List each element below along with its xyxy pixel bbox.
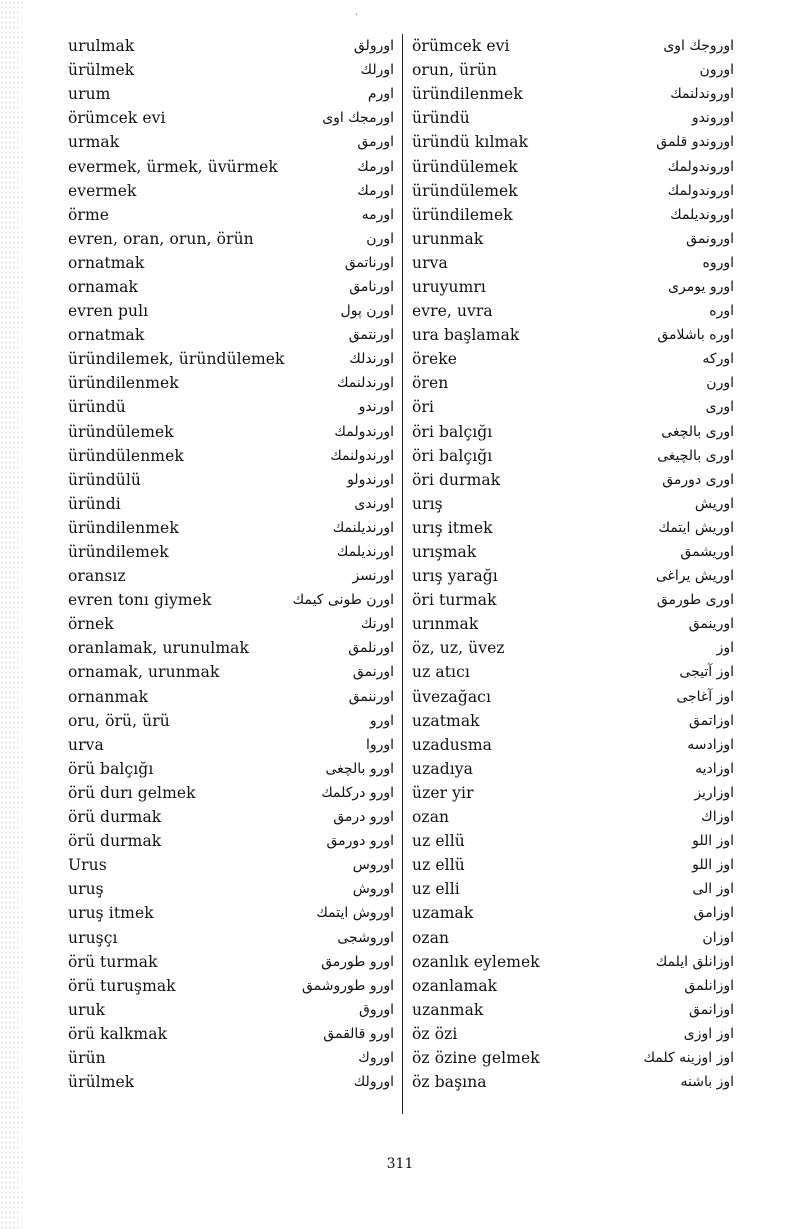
dictionary-entry xyxy=(412,612,734,636)
dictionary-entry xyxy=(68,106,394,130)
entry-term: öri durmak xyxy=(412,470,501,489)
entry-ottoman-script: اورى دورمق xyxy=(662,471,734,488)
dictionary-entry xyxy=(412,371,734,395)
dictionary-entry xyxy=(412,853,734,877)
entry-ottoman-script: اوز اوزى xyxy=(683,1025,734,1042)
dictionary-entry xyxy=(412,420,734,444)
dictionary-entry xyxy=(68,444,394,468)
entry-term: örü balçığı xyxy=(68,759,154,778)
right-column xyxy=(412,34,734,1094)
entry-term: ürün xyxy=(68,1048,106,1067)
dictionary-entry xyxy=(412,1022,734,1046)
entry-ottoman-script: اوروندولمك xyxy=(667,158,734,175)
entry-ottoman-script: اوز اللو xyxy=(692,857,734,874)
dictionary-entry xyxy=(412,323,734,347)
entry-ottoman-script: اورنديلنمك xyxy=(332,519,394,536)
dictionary-entry xyxy=(412,757,734,781)
entry-term: uzatmak xyxy=(412,711,480,730)
dictionary-entry xyxy=(68,347,394,371)
entry-term: üründü kılmak xyxy=(412,133,529,152)
dictionary-entry xyxy=(412,227,734,251)
entry-ottoman-script: اوروش ايتمك xyxy=(316,905,394,922)
entry-term: oransız xyxy=(68,567,126,586)
entry-ottoman-script: اورى xyxy=(705,399,734,416)
entry-ottoman-script: اوريش يراغى xyxy=(655,568,734,585)
dictionary-entry xyxy=(68,829,394,853)
entry-ottoman-script: اورن طونى كيمك xyxy=(292,592,394,609)
entry-ottoman-script: اورنديلمك xyxy=(336,544,394,561)
dictionary-entry xyxy=(412,444,734,468)
entry-ottoman-script: اورنلمق xyxy=(348,640,394,657)
dictionary-entry xyxy=(412,540,734,564)
entry-term: ornamak xyxy=(68,277,138,296)
entry-ottoman-script: اوزانلق ايلمك xyxy=(655,953,734,970)
dictionary-entry xyxy=(68,251,394,275)
entry-term: uz elli xyxy=(412,880,460,899)
entry-ottoman-script: اورى بالچغى xyxy=(661,423,734,440)
entry-term: urış itmek xyxy=(412,518,493,537)
entry-term: oranlamak, urunulmak xyxy=(68,639,249,658)
dictionary-entry xyxy=(68,34,394,58)
dictionary-entry xyxy=(68,323,394,347)
entry-ottoman-script: اوزامق xyxy=(693,905,734,922)
entry-term: uzanmak xyxy=(412,1000,484,1019)
entry-term: örme xyxy=(68,205,110,224)
entry-term: ürülmek xyxy=(68,61,135,80)
entry-ottoman-script: اورونديلمك xyxy=(670,206,734,223)
entry-ottoman-script: اوزاتمق xyxy=(689,712,734,729)
entry-ottoman-script: اورو بالچغى xyxy=(325,760,394,777)
entry-ottoman-script: اوريش xyxy=(694,495,734,512)
dictionary-entry xyxy=(68,420,394,444)
dictionary-entry xyxy=(68,998,394,1022)
entry-term: urış xyxy=(412,494,443,513)
dictionary-entry xyxy=(68,781,394,805)
entry-ottoman-script: اورو طورمق xyxy=(321,953,394,970)
dictionary-entry xyxy=(68,203,394,227)
entry-ottoman-script: اوروش xyxy=(352,881,394,898)
entry-ottoman-script: اوزاك xyxy=(701,809,734,826)
dictionary-entry xyxy=(412,395,734,419)
entry-term: ornanmak xyxy=(68,687,149,706)
dictionary-entry xyxy=(68,516,394,540)
entry-term: urmak xyxy=(68,133,120,152)
entry-term: üvezağacı xyxy=(412,687,492,706)
dictionary-entry xyxy=(68,540,394,564)
dictionary-entry xyxy=(68,492,394,516)
dictionary-entry xyxy=(68,853,394,877)
entry-term: öri xyxy=(412,398,434,417)
entry-term: urunmak xyxy=(412,229,484,248)
entry-ottoman-script: اورنك xyxy=(360,616,394,633)
entry-term: üründilemek, üründülemek xyxy=(68,350,285,369)
entry-term: uzadusma xyxy=(412,735,492,754)
entry-ottoman-script: اورو دركلمك xyxy=(321,784,394,801)
entry-ottoman-script: اوروندو xyxy=(691,110,734,127)
entry-ottoman-script: اورمك xyxy=(357,158,394,175)
entry-ottoman-script: اوزاديه xyxy=(695,760,734,777)
dictionary-entry xyxy=(412,34,734,58)
dictionary-entry xyxy=(68,1046,394,1070)
entry-term: üründü xyxy=(412,109,470,128)
entry-term: öri balçığı xyxy=(412,422,493,441)
entry-term: öz, uz, üvez xyxy=(412,639,505,658)
dictionary-entry xyxy=(68,275,394,299)
entry-ottoman-script: اورن xyxy=(706,375,734,392)
entry-term: ören xyxy=(412,374,449,393)
dictionary-entry xyxy=(412,58,734,82)
entry-ottoman-script: اوزاريز xyxy=(694,784,734,801)
entry-term: üründilemek xyxy=(412,205,513,224)
entry-term: ornamak, urunmak xyxy=(68,663,220,682)
entry-ottoman-script: اورونمق xyxy=(686,230,734,247)
entry-ottoman-script: اورن xyxy=(366,230,394,247)
entry-ottoman-script: اوره باشلامق xyxy=(657,327,734,344)
dictionary-entry xyxy=(412,347,734,371)
dictionary-entry xyxy=(412,106,734,130)
entry-ottoman-script: اوزان xyxy=(702,929,734,946)
dictionary-entry xyxy=(412,492,734,516)
entry-ottoman-script: اورن پول xyxy=(340,303,394,320)
entry-term: üründilemek xyxy=(68,543,169,562)
dictionary-entry xyxy=(68,901,394,925)
entry-ottoman-script: اورمق xyxy=(357,134,394,151)
entry-ottoman-script: اوز اوزينه كلمك xyxy=(643,1049,734,1066)
entry-term: örü turuşmak xyxy=(68,976,176,995)
entry-term: evre, uvra xyxy=(412,302,493,321)
entry-ottoman-script: اوره xyxy=(709,303,734,320)
entry-term: üründülemek xyxy=(68,422,174,441)
entry-term: urva xyxy=(68,735,104,754)
entry-ottoman-script: اورمجك اوى xyxy=(322,110,394,127)
dictionary-entry xyxy=(68,227,394,251)
dictionary-entry xyxy=(68,468,394,492)
dictionary-entry xyxy=(412,1070,734,1094)
entry-ottoman-script: اورمه xyxy=(361,206,394,223)
entry-term: üründülenmek xyxy=(68,446,184,465)
entry-ottoman-script: اورنتمق xyxy=(348,327,394,344)
dictionary-entry xyxy=(68,179,394,203)
entry-term: üründilenmek xyxy=(68,518,179,537)
entry-term: öreke xyxy=(412,350,457,369)
entry-term: oru, örü, ürü xyxy=(68,711,170,730)
entry-ottoman-script: اورنامق xyxy=(349,278,394,295)
column-divider xyxy=(402,34,403,1114)
entry-term: üründilenmek xyxy=(412,85,523,104)
entry-ottoman-script: اوز آغاجى xyxy=(676,688,734,705)
entry-ottoman-script: اورندى xyxy=(354,495,394,512)
left-column xyxy=(68,34,394,1094)
dictionary-entry xyxy=(412,829,734,853)
entry-ottoman-script: اورندولو xyxy=(347,471,394,488)
dictionary-entry xyxy=(412,974,734,998)
entry-ottoman-script: اوروس xyxy=(352,857,394,874)
entry-term: uruş itmek xyxy=(68,904,154,923)
entry-ottoman-script: اورندولمك xyxy=(334,423,394,440)
dictionary-entry xyxy=(412,877,734,901)
entry-term: üründülü xyxy=(68,470,142,489)
dictionary-entry xyxy=(412,1046,734,1070)
entry-term: üründü xyxy=(68,398,126,417)
entry-ottoman-script: اورى بالچيغى xyxy=(657,447,734,464)
entry-ottoman-script: اورناتمق xyxy=(344,254,394,271)
entry-ottoman-script: اورو دورمق xyxy=(326,833,394,850)
dictionary-entry xyxy=(68,950,394,974)
entry-term: uruk xyxy=(68,1000,106,1019)
dictionary-entry xyxy=(412,516,734,540)
entry-ottoman-script: اوز xyxy=(716,640,734,657)
entry-ottoman-script: اورلك xyxy=(360,62,394,79)
entry-ottoman-script: اورم xyxy=(367,86,394,103)
dictionary-entry xyxy=(412,468,734,492)
dictionary-entry xyxy=(412,636,734,660)
entry-term: urış yarağı xyxy=(412,567,498,586)
entry-ottoman-script: اورندلنمك xyxy=(336,375,394,392)
entry-term: üründi xyxy=(68,494,121,513)
entry-term: öri turmak xyxy=(412,591,497,610)
dictionary-entry xyxy=(412,588,734,612)
entry-ottoman-script: اوريش ايتمك xyxy=(658,519,734,536)
entry-term: urınmak xyxy=(412,615,479,634)
dictionary-entry xyxy=(412,203,734,227)
entry-term: örü durı gelmek xyxy=(68,783,196,802)
top-mark: · xyxy=(355,10,359,21)
entry-term: üründilenmek xyxy=(68,374,179,393)
dictionary-entry xyxy=(68,588,394,612)
dictionary-entry xyxy=(68,82,394,106)
dictionary-entry xyxy=(412,781,734,805)
dictionary-entry xyxy=(412,179,734,203)
entry-ottoman-script: اوروق xyxy=(358,1001,394,1018)
entry-term: örü turmak xyxy=(68,952,158,971)
entry-ottoman-script: اوروجك اوى xyxy=(663,38,734,55)
entry-term: evermek, ürmek, üvürmek xyxy=(68,157,278,176)
page-edge-speckle xyxy=(0,0,22,1229)
entry-term: örü kalkmak xyxy=(68,1024,168,1043)
dictionary-entry xyxy=(412,998,734,1022)
dictionary-entry xyxy=(68,805,394,829)
entry-term: ornatmak xyxy=(68,253,145,272)
entry-ottoman-script: اورندو xyxy=(358,399,394,416)
entry-term: uruşçı xyxy=(68,928,118,947)
entry-term: ozan xyxy=(412,808,450,827)
dictionary-entry xyxy=(412,275,734,299)
dictionary-entry xyxy=(68,612,394,636)
entry-ottoman-script: اورينمق xyxy=(688,616,734,633)
dictionary-entry xyxy=(68,154,394,178)
dictionary-entry xyxy=(412,299,734,323)
dictionary-entry xyxy=(68,1022,394,1046)
dictionary-entry xyxy=(68,925,394,949)
entry-term: evren pulı xyxy=(68,302,149,321)
entry-ottoman-script: اوروندولمك xyxy=(667,182,734,199)
entry-term: örümcek evi xyxy=(412,37,510,56)
entry-ottoman-script: اورولك xyxy=(353,1074,394,1091)
dictionary-entry xyxy=(68,58,394,82)
entry-term: ozanlık eylemek xyxy=(412,952,540,971)
entry-term: urulmak xyxy=(68,37,135,56)
entry-term: üründülemek xyxy=(412,157,518,176)
entry-term: Urus xyxy=(68,856,107,875)
dictionary-entry xyxy=(412,805,734,829)
dictionary-entry xyxy=(412,130,734,154)
entry-ottoman-script: اوزانمق xyxy=(689,1001,734,1018)
dictionary-entry xyxy=(412,925,734,949)
entry-ottoman-script: اورو درمق xyxy=(333,809,394,826)
entry-term: evren tonı giymek xyxy=(68,591,212,610)
dictionary-entry xyxy=(68,371,394,395)
entry-ottoman-script: اورون xyxy=(699,62,734,79)
entry-term: ürülmek xyxy=(68,1073,135,1092)
dictionary-entry xyxy=(412,709,734,733)
entry-ottoman-script: اوز باشنه xyxy=(680,1074,734,1091)
entry-term: uz ellü xyxy=(412,856,465,875)
dictionary-entry xyxy=(68,757,394,781)
entry-ottoman-script: اورننمق xyxy=(348,688,394,705)
entry-term: uzamak xyxy=(412,904,474,923)
dictionary-entry xyxy=(412,685,734,709)
page-number: 311 xyxy=(386,1156,414,1172)
dictionary-entry xyxy=(412,733,734,757)
entry-term: uz atıcı xyxy=(412,663,470,682)
entry-ottoman-script: اورى طورمق xyxy=(656,592,734,609)
entry-term: evermek xyxy=(68,181,137,200)
entry-term: urva xyxy=(412,253,448,272)
dictionary-entry xyxy=(68,974,394,998)
entry-ottoman-script: اوز اللو xyxy=(692,833,734,850)
entry-ottoman-script: اورو xyxy=(369,712,394,729)
entry-term: uzadıya xyxy=(412,759,473,778)
entry-term: örü durmak xyxy=(68,832,162,851)
entry-ottoman-script: اورندلك xyxy=(349,351,394,368)
dictionary-entry xyxy=(68,130,394,154)
dictionary-entry xyxy=(412,950,734,974)
entry-ottoman-script: اوروه xyxy=(702,254,734,271)
entry-ottoman-script: اورولق xyxy=(353,38,394,55)
dictionary-entry xyxy=(412,251,734,275)
entry-ottoman-script: اورندولنمك xyxy=(330,447,394,464)
entry-term: uruş xyxy=(68,880,104,899)
entry-term: uz ellü xyxy=(412,832,465,851)
dictionary-entry xyxy=(412,660,734,684)
entry-ottoman-script: اورو طوروشمق xyxy=(301,977,394,994)
dictionary-entry xyxy=(68,660,394,684)
entry-ottoman-script: اورمك xyxy=(357,182,394,199)
entry-term: üzer yir xyxy=(412,783,474,802)
entry-ottoman-script: اوزانلمق xyxy=(684,977,734,994)
entry-term: örnek xyxy=(68,615,114,634)
entry-term: öz özine gelmek xyxy=(412,1048,540,1067)
dictionary-entry xyxy=(68,685,394,709)
dictionary-entry xyxy=(68,733,394,757)
dictionary-entry xyxy=(68,709,394,733)
dictionary-entry xyxy=(412,82,734,106)
entry-term: ozanlamak xyxy=(412,976,498,995)
entry-ottoman-script: اوروشجى xyxy=(337,929,394,946)
entry-ottoman-script: اورو يومرى xyxy=(668,278,734,295)
entry-ottoman-script: اورنمق xyxy=(352,664,394,681)
dictionary-entry xyxy=(68,395,394,419)
entry-term: örü durmak xyxy=(68,808,162,827)
dictionary-entry xyxy=(68,877,394,901)
entry-ottoman-script: اورنسز xyxy=(352,568,394,585)
entry-term: uruyumrı xyxy=(412,277,486,296)
entry-term: öz özi xyxy=(412,1024,458,1043)
dictionary-entry xyxy=(412,901,734,925)
entry-term: urışmak xyxy=(412,543,477,562)
entry-ottoman-script: اوروندلنمك xyxy=(670,86,734,103)
entry-term: ozan xyxy=(412,928,450,947)
entry-ottoman-script: اوزادسه xyxy=(687,736,734,753)
dictionary-entry xyxy=(412,154,734,178)
entry-term: öri balçığı xyxy=(412,446,493,465)
entry-term: ura başlamak xyxy=(412,326,520,345)
dictionary-entry xyxy=(68,564,394,588)
entry-term: evren, oran, orun, örün xyxy=(68,229,254,248)
entry-ottoman-script: اوروا xyxy=(365,736,394,753)
entry-term: urum xyxy=(68,85,111,104)
entry-term: üründülemek xyxy=(412,181,518,200)
entry-term: öz başına xyxy=(412,1073,487,1092)
entry-term: orun, ürün xyxy=(412,61,497,80)
entry-ottoman-script: اوريشمق xyxy=(680,544,734,561)
entry-ottoman-script: اوروك xyxy=(358,1049,394,1066)
entry-ottoman-script: اوروندو قلمق xyxy=(656,134,734,151)
dictionary-entry xyxy=(412,564,734,588)
entry-term: örümcek evi xyxy=(68,109,166,128)
dictionary-entry xyxy=(68,299,394,323)
entry-term: ornatmak xyxy=(68,326,145,345)
dictionary-entry xyxy=(68,636,394,660)
entry-ottoman-script: اوركه xyxy=(702,351,734,368)
entry-ottoman-script: اورو قالقمق xyxy=(323,1025,394,1042)
entry-ottoman-script: اوز الى xyxy=(692,881,734,898)
entry-ottoman-script: اوز آتيجى xyxy=(679,664,734,681)
dictionary-entry xyxy=(68,1070,394,1094)
